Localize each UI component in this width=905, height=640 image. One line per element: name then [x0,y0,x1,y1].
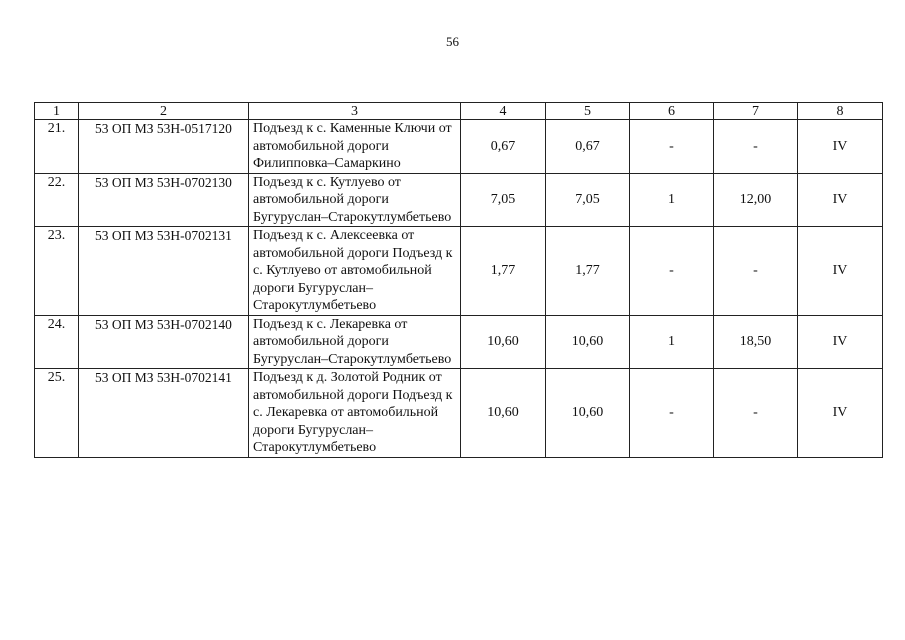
road-code: 53 ОП МЗ 53Н-0702131 [79,227,249,316]
row-number: 22. [35,173,79,227]
road-name: Подъезд к д. Золотой Родник от автомобильной дороги Подъезд к с. Лекаревка от автомобильной дороги Бугуруслан–Старокутлумбетьево [249,369,461,458]
table-row [35,369,883,458]
road-registry-table [34,102,883,458]
value-col-5: 0,67 [546,120,630,174]
road-code: 53 ОП МЗ 53Н-0702140 [79,315,249,369]
row-number: 24. [35,315,79,369]
value-col-4: 0,67 [461,120,546,174]
value-col-4: 10,60 [461,369,546,458]
road-category: IV [798,120,883,174]
value-col-4: 7,05 [461,173,546,227]
value-col-5: 1,77 [546,227,630,316]
column-header: 3 [249,103,461,120]
road-code: 53 ОП МЗ 53Н-0702130 [79,173,249,227]
road-code: 53 ОП МЗ 53Н-0517120 [79,120,249,174]
column-header: 7 [714,103,798,120]
row-number: 25. [35,369,79,458]
column-header: 1 [35,103,79,120]
row-number: 23. [35,227,79,316]
road-name: Подъезд к с. Алексеевка от автомобильной дороги Подъезд к с. Кутлуево от автомобильной дороги Бугуруслан–Старокутлумбетьево [249,227,461,316]
road-category: IV [798,227,883,316]
road-name: Подъезд к с. Каменные Ключи от автомобильной дороги Филипповка–Самаркино [249,120,461,174]
value-col-6: - [630,120,714,174]
table-row [35,120,883,174]
road-name: Подъезд к с. Лекаревка от автомобильной дороги Бугуруслан–Старокутлумбетьево [249,315,461,369]
value-col-5: 10,60 [546,369,630,458]
column-header: 2 [79,103,249,120]
value-col-4: 10,60 [461,315,546,369]
value-col-7: - [714,369,798,458]
road-code: 53 ОП МЗ 53Н-0702141 [79,369,249,458]
row-number: 21. [35,120,79,174]
value-col-6: - [630,369,714,458]
value-col-7: 18,50 [714,315,798,369]
table-row [35,173,883,227]
road-category: IV [798,173,883,227]
value-col-6: 1 [630,315,714,369]
value-col-7: - [714,227,798,316]
road-category: IV [798,315,883,369]
road-category: IV [798,369,883,458]
road-name: Подъезд к с. Кутлуево от автомобильной дороги Бугуруслан–Старокутлумбетьево [249,173,461,227]
value-col-5: 10,60 [546,315,630,369]
value-col-7: 12,00 [714,173,798,227]
value-col-7: - [714,120,798,174]
value-col-6: - [630,227,714,316]
table-row [35,227,883,316]
column-header: 8 [798,103,883,120]
header-row [35,103,883,120]
column-header: 5 [546,103,630,120]
column-header: 4 [461,103,546,120]
table-row [35,315,883,369]
value-col-5: 7,05 [546,173,630,227]
value-col-4: 1,77 [461,227,546,316]
page-number: 56 [446,34,459,49]
value-col-6: 1 [630,173,714,227]
column-header: 6 [630,103,714,120]
